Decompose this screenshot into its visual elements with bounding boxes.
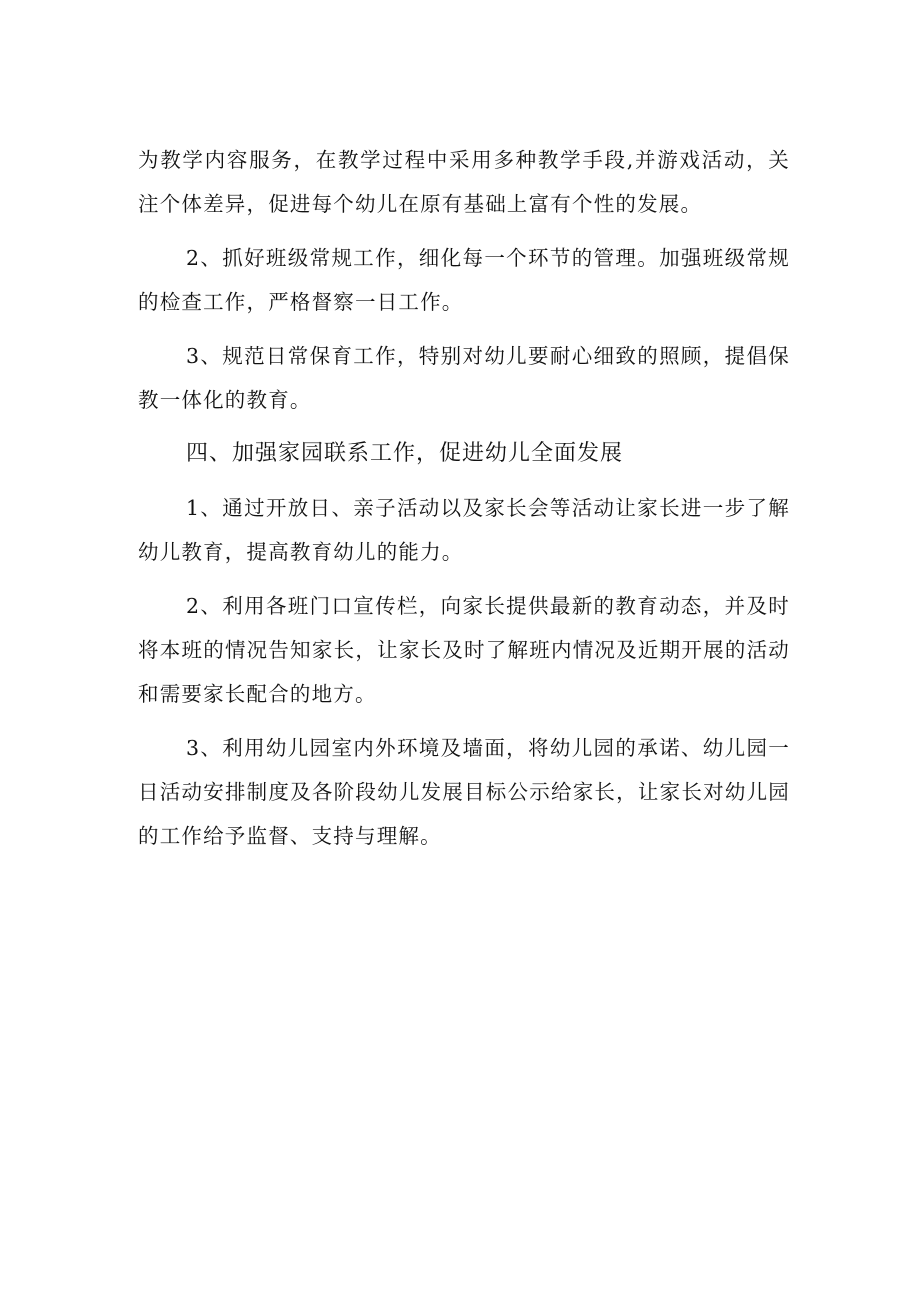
document-body bbox=[138, 138, 790, 868]
section-item-1: 1、通过开放日、亲子活动以及家长会等活动让家长进一步了解幼儿教育，提高教育幼儿的能力。 bbox=[138, 496, 790, 564]
section-item-2: 2、利用各班门口宣传栏，向家长提供最新的教育动态，并及时将本班的情况告知家长，让家长及时了解班内情况及近期开展的活动和需要家长配合的地方。 bbox=[138, 594, 790, 706]
paragraph-item-3: 3、规范日常保育工作，特别对幼儿要耐心细致的照顾，提倡保教一体化的教育。 bbox=[138, 344, 790, 412]
paragraph-continuation: 为教学内容服务，在教学过程中采用多种教学手段,并游戏活动，关注个体差异，促进每个幼儿在原有基础上富有个性的发展。 bbox=[138, 148, 790, 216]
section-heading: 四、加强家园联系工作，促进幼儿全面发展 bbox=[186, 441, 624, 466]
paragraph-item-2: 2、抓好班级常规工作，细化每一个环节的管理。加强班级常规的检查工作，严格督察一日工作。 bbox=[138, 246, 790, 314]
section-item-3: 3、利用幼儿园室内外环境及墙面，将幼儿园的承诺、幼儿园一日活动安排制度及各阶段幼儿发展目标公示给家长，让家长对幼儿园的工作给予监督、支持与理解。 bbox=[138, 736, 790, 848]
